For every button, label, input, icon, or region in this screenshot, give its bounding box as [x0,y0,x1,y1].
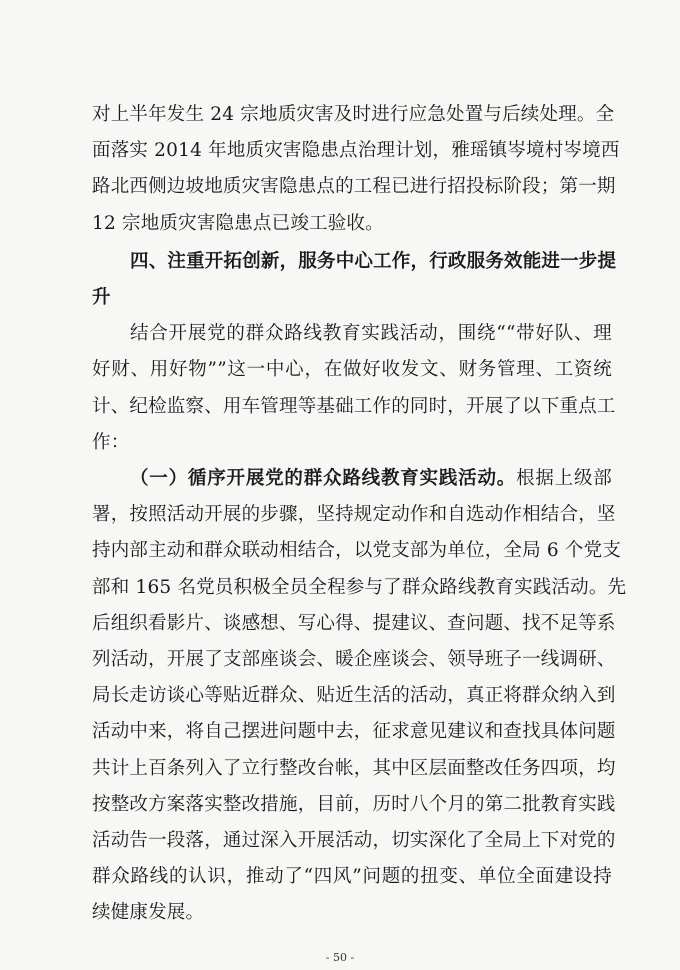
paragraph-3-line-4: 部和 165 名党员积极全员全程参与了群众路线教育实践活动。先 [92,576,627,598]
paragraph-1-line-3: 路北西侧边坡地质灾害隐患点的工程已进行招投标阶段；第一期 [92,176,616,198]
paragraph-3-line-12: 群众路线的认识，推动了“四风”问题的扭变、单位全面建设持 [92,866,612,888]
paragraph-3-line-8: 活动中来，将自己摆进问题中去，征求意见建议和查找具体问题 [92,721,616,743]
section-heading-line-2: 升 [92,287,111,308]
paragraph-3-line-2: 署，按照活动开展的步骤，坚持规定动作和自选动作相结合，坚 [92,504,616,526]
paragraph-3-line-1 [130,466,612,492]
paragraph-3-line-7: 局长走访谈心等贴近群众、贴近生活的活动，真正将群众纳入到 [92,685,616,707]
subsection-heading: （一）循序开展党的群众路线教育实践活动。 [130,468,517,489]
paragraph-1-line-1: 对上半年发生 24 宗地质灾害及时进行应急处置与后续处理。全 [92,104,615,125]
page-number: - 50 - [325,950,355,964]
paragraph-1-line-2: 面落实 2014 年地质灾害隐患点治理计划，雅瑶镇岑境村岑境西 [92,140,620,162]
section-heading-line-1: 四、注重开拓创新，服务中心工作，行政服务效能进一步提 [130,250,617,272]
paragraph-3-line-5: 后组织看影片、谈感想、写心得、提建议、查问题、找不足等系 [92,612,616,634]
paragraph-3-line-10: 按整改方案落实整改措施，目前，历时八个月的第二批教育实践 [92,793,616,815]
paragraph-1-line-4: 12 宗地质灾害隐患点已竣工验收。 [92,212,384,234]
paragraph-2-line-1: 结合开展党的群众路线教育实践活动，围绕““带好队、理 [130,323,612,345]
paragraph-3-line-6: 列活动，开展了支部座谈会、暖企座谈会、领导班子一线调研、 [92,649,616,670]
paragraph-3-line-3: 持内部主动和群众联动相结合，以党支部为单位，全局 6 个党支 [92,540,622,562]
paragraph-3-line-9: 共计上百条列入了立行整改台帐，其中区层面整改任务四项，均 [92,757,616,779]
paragraph-2-line-4: 作： [92,431,130,453]
paragraph-3-line-1-rest: 根据上级部 [516,468,612,489]
paragraph-2-line-3: 计、纪检监察、用车管理等基础工作的同时，开展了以下重点工 [92,395,616,417]
paragraph-3-line-13: 续健康发展。 [92,902,205,924]
paragraph-2-line-2: 好财、用好物””这一中心，在做好收发文、财务管理、工资统 [92,359,612,381]
paragraph-3-line-11: 活动告一段落，通过深入开展活动，切实深化了全局上下对党的 [92,830,616,851]
